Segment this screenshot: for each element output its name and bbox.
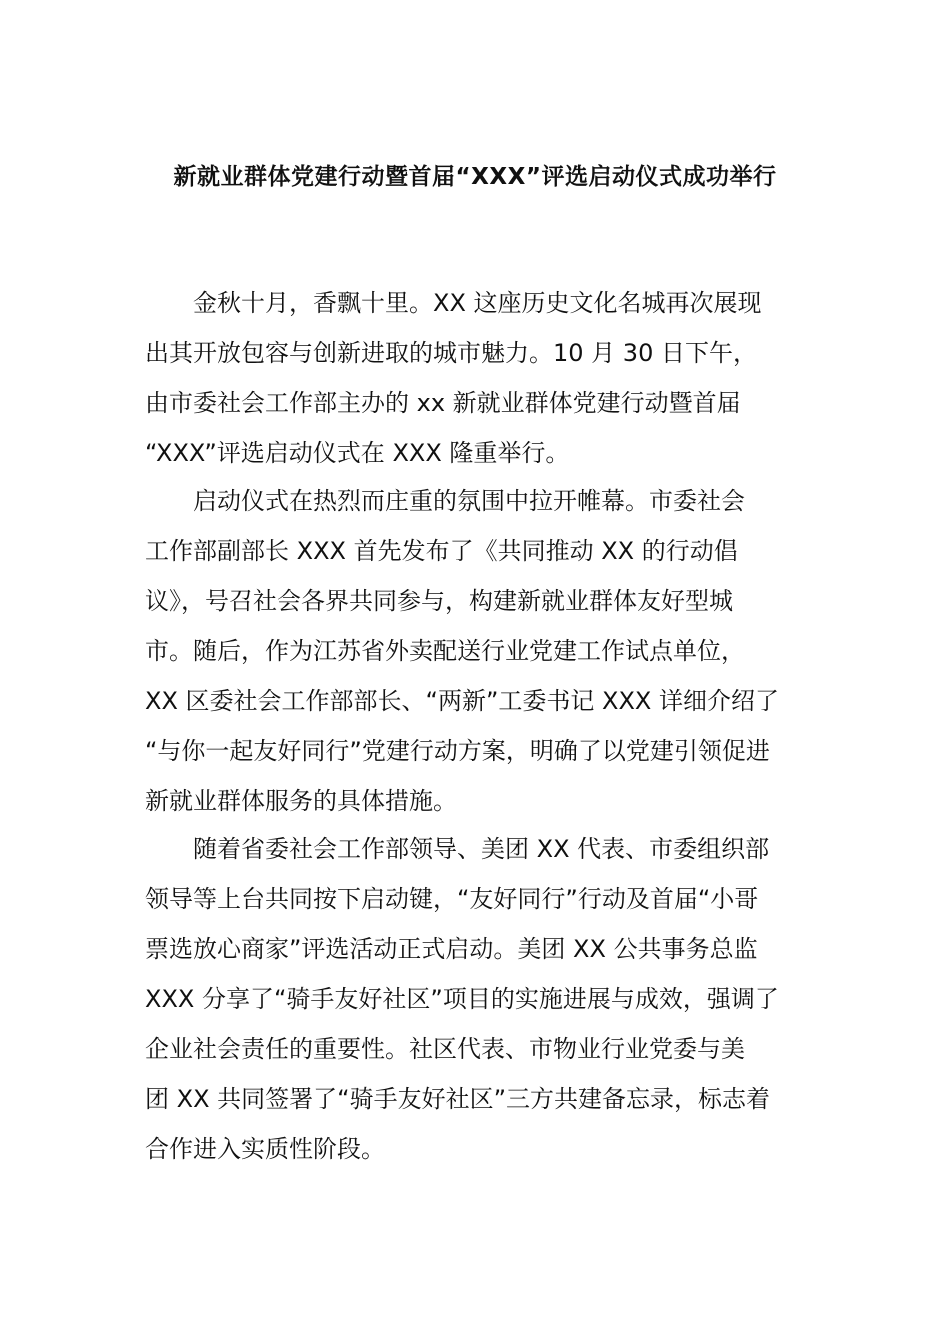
paragraph-line: 金秋十月，香飘十里。XX 这座历史文化名城再次展现 bbox=[145, 289, 762, 317]
paragraph-line: XXX 分享了“骑手友好社区”项目的实施进展与成效，强调了 bbox=[145, 985, 779, 1013]
paragraph-line: XX 区委社会工作部部长、“两新”工委书记 XXX 详细介绍了 bbox=[145, 687, 779, 715]
paragraph-1 bbox=[145, 278, 815, 478]
paragraph-line: 工作部副部长 XXX 首先发布了《共同推动 XX 的行动倡 bbox=[145, 537, 738, 565]
paragraph-line: 企业社会责任的重要性。社区代表、市物业行业党委与美 bbox=[145, 1035, 745, 1063]
paragraph-line: 市。随后，作为江苏省外卖配送行业党建工作试点单位， bbox=[145, 637, 745, 665]
paragraph-line: 票选放心商家”评选活动正式启动。美团 XX 公共事务总监 bbox=[145, 935, 758, 963]
paragraph-2 bbox=[145, 476, 815, 826]
paragraph-line: 合作进入实质性阶段。 bbox=[145, 1135, 385, 1163]
paragraph-line: 启动仪式在热烈而庄重的氛围中拉开帷幕。市委社会 bbox=[145, 487, 745, 515]
paragraph-line: “与你一起友好同行”党建行动方案，明确了以党建引领促进 bbox=[145, 737, 770, 765]
paragraph-line: 随着省委社会工作部领导、美团 XX 代表、市委组织部 bbox=[145, 835, 770, 863]
paragraph-line: “XXX”评选启动仪式在 XXX 隆重举行。 bbox=[145, 439, 570, 467]
paragraph-line: 团 XX 共同签署了“骑手友好社区”三方共建备忘录，标志着 bbox=[145, 1085, 771, 1113]
paragraph-line: 由市委社会工作部主办的 xx 新就业群体党建行动暨首届 bbox=[145, 389, 741, 417]
document-title: 新就业群体党建行动暨首届“XXX”评选启动仪式成功举行 bbox=[173, 164, 777, 190]
paragraph-3 bbox=[145, 824, 815, 1174]
paragraph-line: 领导等上台共同按下启动键，“友好同行”行动及首届“小哥 bbox=[145, 885, 759, 913]
paragraph-line: 出其开放包容与创新进取的城市魅力。10 月 30 日下午， bbox=[145, 339, 757, 367]
paragraph-line: 新就业群体服务的具体措施。 bbox=[145, 787, 457, 815]
paragraph-line: 议》，号召社会各界共同参与，构建新就业群体友好型城 bbox=[145, 587, 733, 615]
